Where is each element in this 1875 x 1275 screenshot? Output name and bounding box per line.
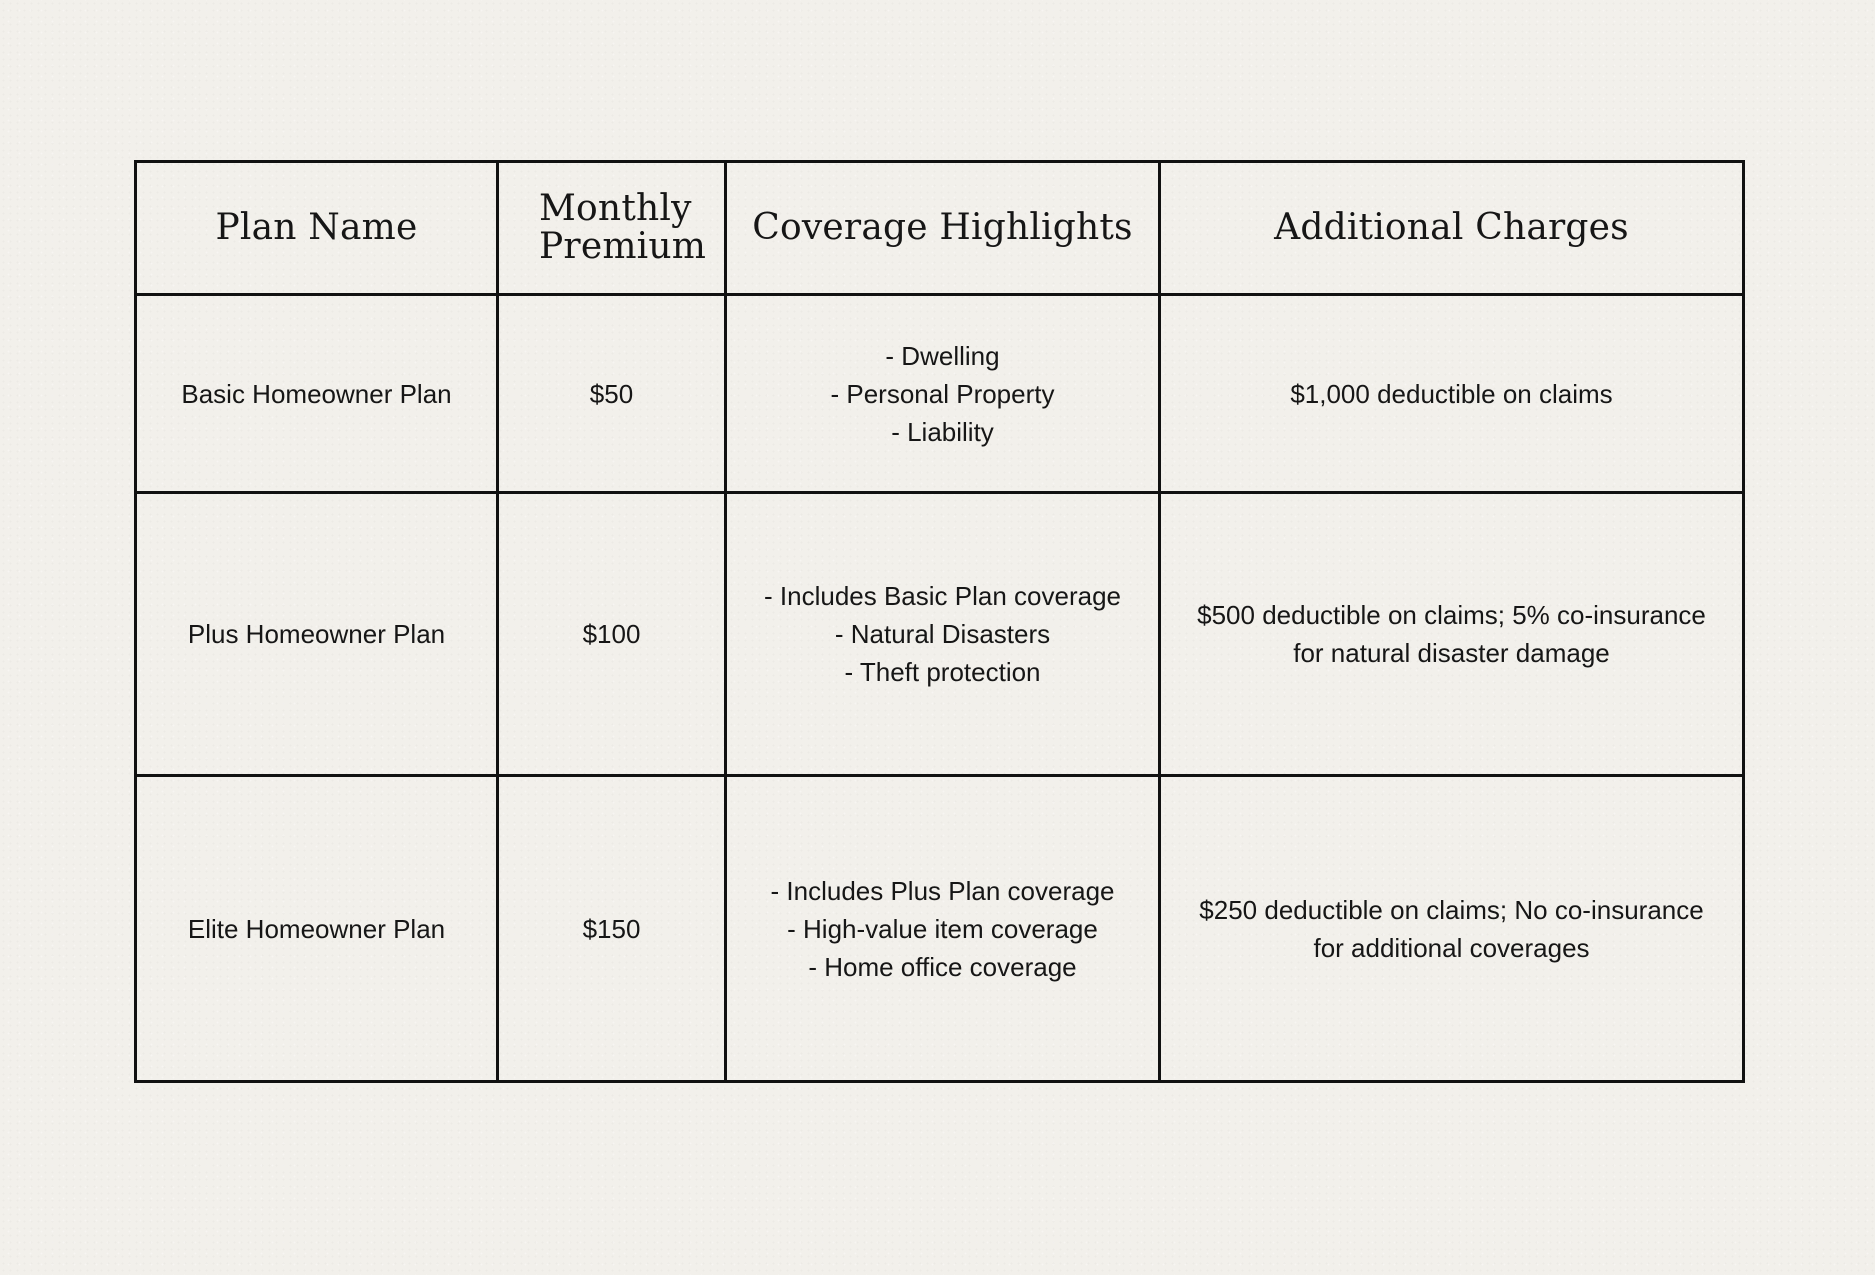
header-monthly-premium: Monthly Premium — [498, 162, 726, 295]
coverage-item: - Personal Property — [830, 378, 1055, 409]
plan-name-cell: Basic Homeowner Plan — [136, 295, 498, 493]
additional-charges-cell — [1160, 493, 1744, 776]
additional-charges-cell — [1160, 776, 1744, 1082]
plan-name-cell: Elite Homeowner Plan — [136, 776, 498, 1082]
coverage-highlights-cell — [726, 295, 1160, 493]
additional-charges-cell — [1160, 295, 1744, 493]
coverage-highlights-cell — [726, 493, 1160, 776]
coverage-item: - Dwelling — [885, 340, 1000, 371]
coverage-item: - Includes Plus Plan coverage — [770, 875, 1115, 906]
table-row — [136, 776, 1744, 1082]
table-header-row — [136, 162, 1744, 295]
coverage-item: - Includes Basic Plan coverage — [764, 581, 1121, 611]
coverage-item: - High-value item coverage — [787, 913, 1098, 944]
additional-charges-text: $1,000 deductible on claims — [1290, 378, 1613, 409]
monthly-premium-cell: $50 — [498, 295, 726, 493]
additional-charges-text: $250 deductible on claims; No co-insurance for additional coverages — [1199, 894, 1704, 963]
header-additional-charges: Additional Charges — [1160, 162, 1744, 295]
coverage-item: - Liability — [891, 416, 994, 447]
header-coverage-highlights: Coverage Highlights — [726, 162, 1160, 295]
monthly-premium-cell: $100 — [498, 493, 726, 776]
monthly-premium-cell: $150 — [498, 776, 726, 1082]
additional-charges-text: $500 deductible on claims; 5% co-insurance for natural disaster damage — [1197, 600, 1706, 668]
coverage-item: - Natural Disasters — [834, 619, 1051, 649]
coverage-highlights-cell — [726, 776, 1160, 1082]
table-row — [136, 493, 1744, 776]
table-row — [136, 295, 1744, 493]
header-plan-name: Plan Name — [136, 162, 498, 295]
insurance-plans-table — [134, 160, 1745, 1083]
plan-name-cell: Plus Homeowner Plan — [136, 493, 498, 776]
coverage-item: - Theft protection — [844, 657, 1041, 687]
coverage-item: - Home office coverage — [808, 951, 1077, 982]
